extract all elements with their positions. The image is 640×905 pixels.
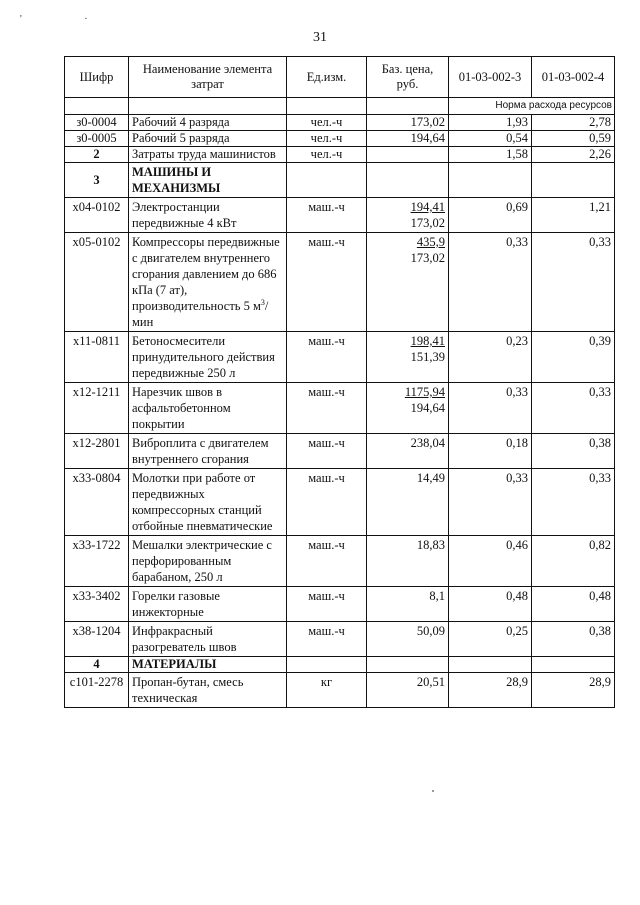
table-row: х33-0804 Молотки при работе от передвижных компрессорных станций отбойные пневматические маш.-ч 14,49 0,33 0,33 <box>65 469 615 536</box>
table-row: х33-1722 Мешалки электрические с перфорированным барабаном, 250 л маш.-ч 18,83 0,46 0,82 <box>65 536 615 587</box>
table-row: х11-0811 Бетоносмесители принудительного действия передвижные 250 л маш.-ч 198,41 151,39 0,23 0,39 <box>65 332 615 383</box>
section-2-row: 2 Затраты труда машинистов чел.-ч 1,58 2,26 <box>65 147 615 163</box>
header-name: Наименование элемента затрат <box>129 57 287 98</box>
resource-table <box>64 56 615 708</box>
table-row: х33-3402 Горелки газовые инжекторные маш.-ч 8,1 0,48 0,48 <box>65 587 615 622</box>
table-row: х12-2801 Виброплита с двигателем внутреннего сгорания маш.-ч 238,04 0,18 0,38 <box>65 434 615 469</box>
table-row: з0-0005 Рабочий 5 разряда чел.-ч 194,64 0,54 0,59 <box>65 131 615 147</box>
norma-row <box>65 98 615 115</box>
section-3-row: 3 МАШИНЫ И МЕХАНИЗМЫ <box>65 163 615 198</box>
header-row <box>65 57 615 98</box>
page-number: 31 <box>313 30 327 45</box>
norma-label: Норма расхода ресурсов <box>449 98 615 115</box>
table-row: х38-1204 Инфракрасный разогреватель швов маш.-ч 50,09 0,25 0,38 <box>65 622 615 657</box>
header-price: Баз. цена, руб. <box>367 57 449 98</box>
scan-speck <box>432 790 434 792</box>
table-row: х04-0102 Электростанции передвижные 4 кВт маш.-ч 194,41 173,02 0,69 1,21 <box>65 198 615 233</box>
table-row: с101-2278 Пропан-бутан, смесь техническая кг 20,51 28,9 28,9 <box>65 673 615 708</box>
header-col2: 01-03-002-4 <box>532 57 615 98</box>
section-4-row: 4 МАТЕРИАЛЫ <box>65 657 615 673</box>
table-row: х05-0102 Компрессоры передвижные с двигателем внутреннего сгорания давлением до 686 кПа (7 ат), производительность 5 $м^3$/мин маш.-ч 435,9 173,02 0,33 0,33 <box>65 233 615 332</box>
header-code: Шифр <box>65 57 129 98</box>
header-col1: 01-03-002-3 <box>449 57 532 98</box>
table-row: з0-0004 Рабочий 4 разряда чел.-ч 173,02 1,93 2,78 <box>65 115 615 131</box>
scan-marks: ' · <box>20 14 118 25</box>
table-row: х12-1211 Нарезчик швов в асфальтобетонном покрытии маш.-ч 1175,94 194,64 0,33 0,33 <box>65 383 615 434</box>
header-unit: Ед.изм. <box>287 57 367 98</box>
